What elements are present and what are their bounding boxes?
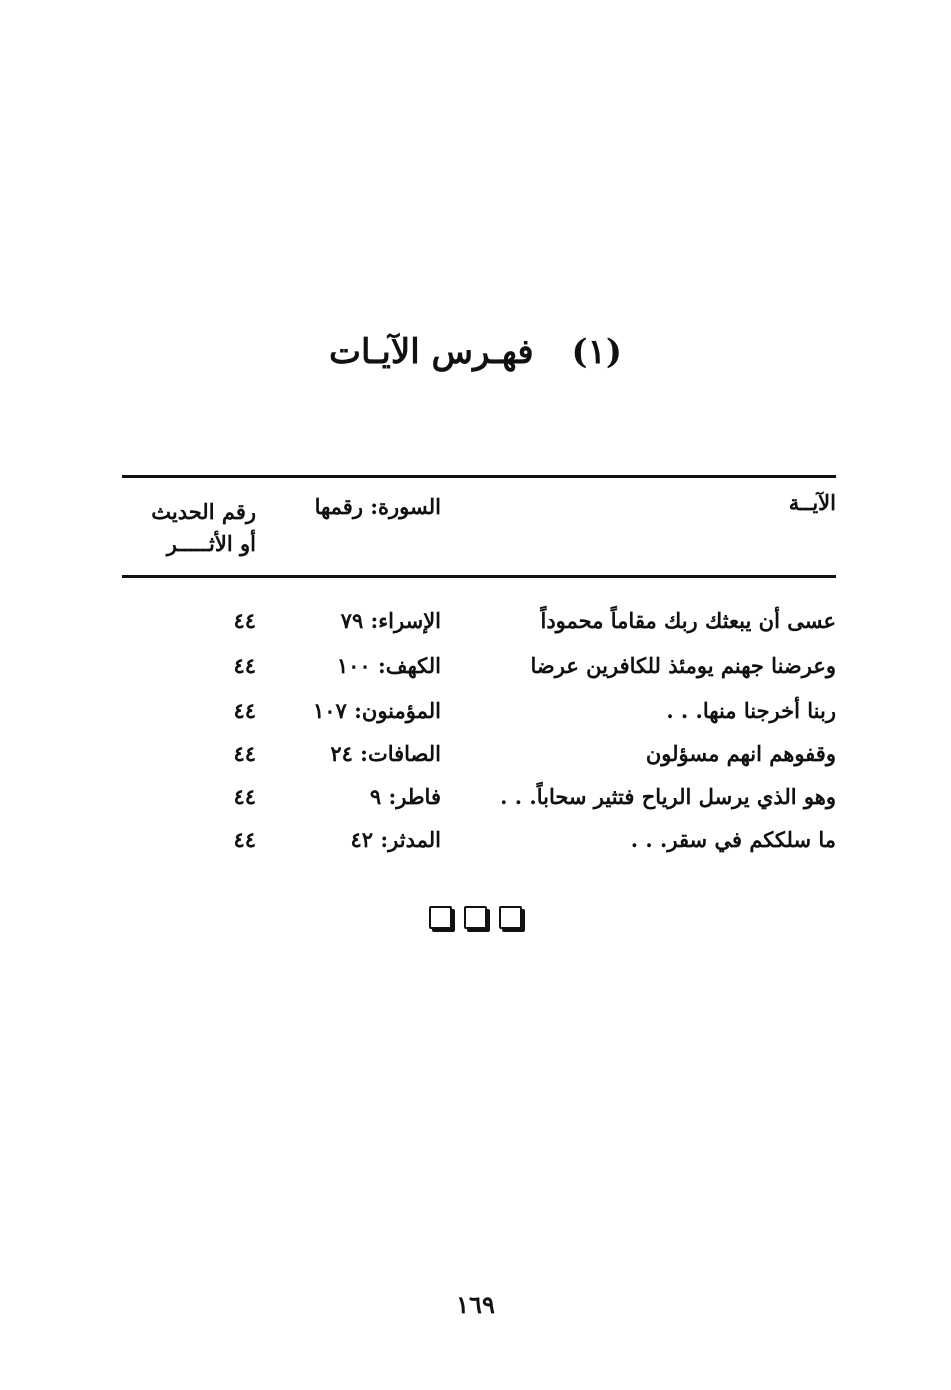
surah-cell: الكهف: ١٠٠ bbox=[336, 653, 441, 678]
surah-cell: الصافات: ٢٤ bbox=[330, 741, 441, 766]
index-number: (١) bbox=[571, 332, 622, 372]
table-header-rule bbox=[122, 575, 836, 578]
header-ayah: الآيــة bbox=[788, 490, 836, 515]
index-title: فهـرس الآيـات bbox=[329, 332, 534, 372]
table-row bbox=[0, 653, 951, 697]
number-cell: ٤٤ bbox=[233, 698, 256, 723]
ayah-cell: عسى أن يبعثك ربك مقاماً محموداً bbox=[540, 608, 836, 633]
surah-cell: الإسراء: ٧٩ bbox=[340, 608, 441, 633]
table-row bbox=[0, 608, 951, 652]
table-row bbox=[0, 827, 951, 871]
table-top-rule bbox=[122, 475, 836, 478]
number-cell: ٤٤ bbox=[233, 608, 256, 633]
table-row bbox=[0, 784, 951, 828]
number-cell: ٤٤ bbox=[233, 827, 256, 852]
ayah-cell: وقفوهم انهم مسؤلون bbox=[645, 741, 836, 766]
page-title bbox=[0, 332, 951, 372]
ayah-cell: ربنا أخرجنا منها. . . bbox=[666, 698, 836, 723]
table-row bbox=[0, 698, 951, 742]
header-hadith bbox=[151, 496, 256, 560]
number-cell: ٤٤ bbox=[233, 653, 256, 678]
number-cell: ٤٤ bbox=[233, 741, 256, 766]
surah-cell: المدثر: ٤٢ bbox=[350, 827, 441, 852]
ayah-cell: وعرضنا جهنم يومئذ للكافرين عرضا bbox=[530, 653, 836, 678]
square-ornament-icon bbox=[499, 906, 522, 929]
header-hadith-line1: رقم الحديث bbox=[151, 499, 256, 524]
number-cell: ٤٤ bbox=[233, 784, 256, 809]
surah-cell: المؤمنون: ١٠٧ bbox=[313, 698, 441, 723]
section-end-ornament bbox=[0, 906, 951, 929]
square-ornament-icon bbox=[464, 906, 487, 929]
ayah-cell: وهو الذي يرسل الرياح فتثير سحاباً. . . bbox=[500, 784, 836, 809]
table-row bbox=[0, 741, 951, 785]
square-ornament-icon bbox=[429, 906, 452, 929]
ayah-cell: ما سلككم في سقر. . . bbox=[630, 827, 836, 852]
page-number: ١٦٩ bbox=[456, 1290, 495, 1319]
surah-cell: فاطر: ٩ bbox=[369, 784, 441, 809]
header-surah: السورة: رقمها bbox=[314, 494, 441, 519]
header-hadith-line2: أو الأثـــــر bbox=[166, 531, 256, 556]
